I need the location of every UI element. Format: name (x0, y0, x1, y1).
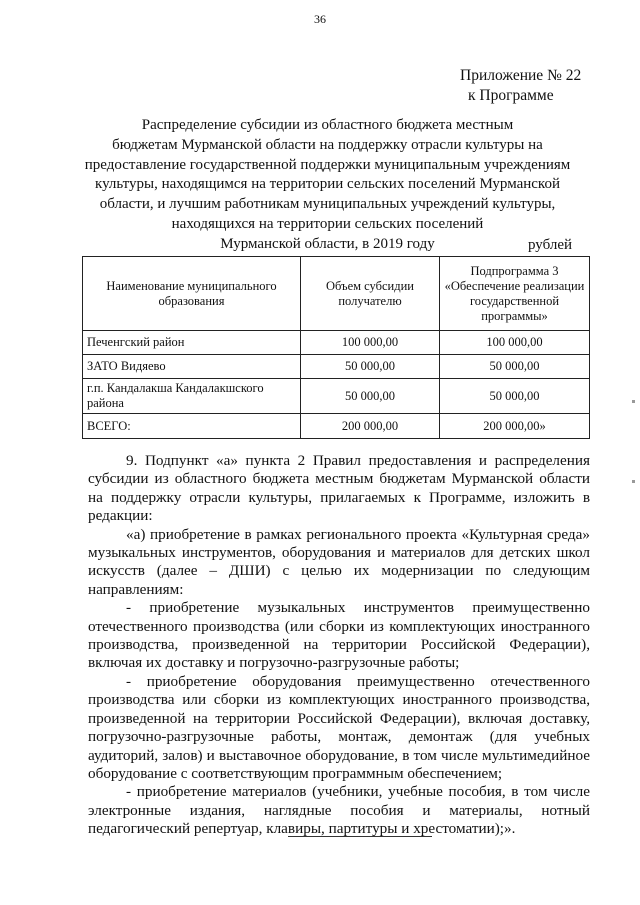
appendix-reference: к Программе (468, 87, 554, 104)
table-row (83, 331, 590, 355)
paragraph-instruments: - приобретение музыкальных инструментов преимущественно отечественного производства (или сборки из комплектующих иностранного производства, произведенной на территории Российской Федерации), включая их доставку и погрузочно-разгрузочные работы; (88, 599, 590, 672)
title-line: Мурманской области, в 2019 году (220, 235, 435, 252)
total-label-cell: ВСЕГО: (83, 414, 301, 439)
table-total-row (83, 414, 590, 439)
currency-unit: рублей (528, 237, 573, 253)
title-line: предоставление государственной поддержки муниципальным учреждениям (84, 156, 571, 173)
title-line: находящихся на территории сельских поселений (171, 215, 484, 232)
municipality-cell: ЗАТО Видяево (83, 355, 301, 379)
paragraph-materials: - приобретение материалов (учебники, учебные пособия, в том числе электронные издания, наглядные пособия и материалы, нотный педагогический репертуар, клавиры, партитуры и хрестоматии);». (88, 783, 590, 838)
title-line: бюджетам Мурманской области на поддержку отрасли культуры на (112, 136, 543, 153)
table-row (83, 355, 590, 379)
table-row (83, 379, 590, 414)
municipality-cell: Печенгский район (83, 331, 301, 355)
title-line: области, и лучшим работникам муниципальных учреждений культуры, (99, 196, 556, 213)
total-subsidy-cell: 200 000,00 (301, 414, 440, 439)
page-number: 36 (314, 12, 326, 26)
appendix-header (460, 66, 581, 106)
subsidy-cell: 100 000,00 (301, 331, 440, 355)
appendix-number: Приложение № 22 (460, 67, 582, 84)
subsidy-cell: 50 000,00 (301, 355, 440, 379)
title-line: культуры, находящимся на территории сельских поселений Мурманской (95, 176, 560, 193)
document-title (80, 116, 575, 255)
subprogram-cell: 100 000,00 (440, 331, 590, 355)
end-divider (288, 836, 432, 837)
total-subprogram-cell: 200 000,00» (440, 414, 590, 439)
amendment-text (88, 452, 590, 839)
column-header-subprogram: Подпрограмма 3 «Обеспечение реализации государственной программы» (440, 257, 590, 331)
paragraph-subitem-a: «а) приобретение в рамках регионального проекта «Культурная среда» музыкальных инструментов, оборудования и материалов для детских школ искусств (далее – ДШИ) с целью их модернизации по следующим направлениям: (88, 525, 590, 598)
scan-artifact (632, 480, 635, 483)
paragraph-item-9: 9. Подпункт «а» пункта 2 Правил предоставления и распределения субсидии из областного бюджета местным бюджетам Мурманской области на поддержку отрасли культуры, прилагаемых к Программе, изложить в редакции: (88, 452, 590, 525)
table-header-row (83, 257, 590, 331)
subprogram-cell: 50 000,00 (440, 355, 590, 379)
column-header-municipality: Наименование муниципального образования (83, 257, 301, 331)
municipality-cell: г.п. Кандалакша Кандалакшского района (83, 379, 301, 414)
column-header-subsidy: Объем субсидии получателю (301, 257, 440, 331)
scan-artifact (632, 400, 635, 403)
paragraph-equipment: - приобретение оборудования преимущественно отечественного производства или сборки из комплектующих иностранного производства, произведенной на территории Российской Федерации), включая доставку, погрузочно-разгрузочные работы, монтаж, демонтаж (для учебных аудиторий, залов) и выставочное оборудование, в том числе мультимедийное оборудование с соответствующим программным обеспечением; (88, 672, 590, 782)
subprogram-cell: 50 000,00 (440, 379, 590, 414)
subsidy-cell: 50 000,00 (301, 379, 440, 414)
title-line: Распределение субсидии из областного бюджета местным (141, 117, 514, 133)
subsidy-table (82, 256, 590, 439)
